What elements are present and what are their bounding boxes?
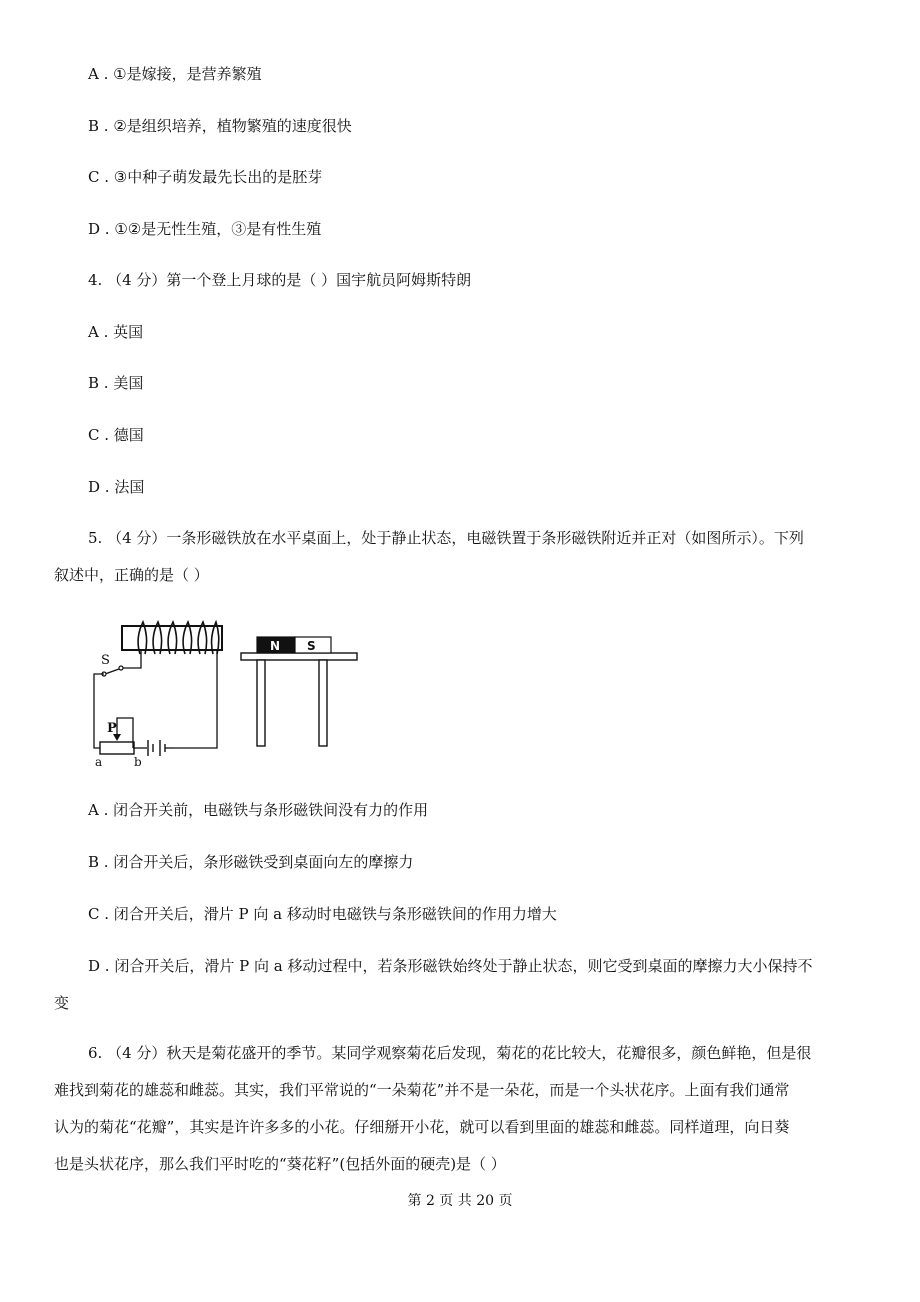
q6-stem-line2: 难找到菊花的雄蕊和雌蕊。其实，我们平常说的“一朵菊花”并不是一朵花，而是一个头状花序。上面有我们通常 (54, 1081, 790, 1099)
q6-stem-line1: 6. （4 分）秋天是菊花盛开的季节。某同学观察菊花后发现，菊花的花比较大，花瓣很多，颜色鲜艳，但是很 (88, 1044, 812, 1062)
rheostat (100, 742, 134, 754)
end-a-label: a (95, 755, 103, 769)
q4-option-c: C . 德国 (88, 426, 144, 444)
pole-s-label: S (307, 639, 316, 653)
q4-option-d: D . 法国 (88, 478, 145, 496)
battery (148, 740, 165, 756)
q5-option-d: D . 闭合开关后，滑片 P 向 a 移动过程中，若条形磁铁始终处于静止状态，则它受到桌面的摩擦力大小保持不 (88, 957, 813, 975)
q6-stem-line3: 认为的菊花“花瓣”，其实是许许多多的小花。仔细掰开小花，就可以看到里面的雄蕊和雌蕊。同样道理，向日葵 (54, 1118, 790, 1136)
q4-option-b: B . 美国 (88, 374, 144, 392)
q3-option-b: B . ②是组织培养，植物繁殖的速度很快 (88, 117, 352, 135)
electromagnet-figure (85, 616, 365, 772)
pole-n-label: N (270, 639, 281, 653)
q5-option-a: A . 闭合开关前，电磁铁与条形磁铁间没有力的作用 (88, 801, 429, 819)
slider-label: P (107, 721, 117, 736)
table-leg-left (257, 660, 265, 746)
q4-stem: 4. （4 分）第一个登上月球的是（ ）国宇航员阿姆斯特朗 (88, 271, 472, 289)
q3-option-a: A . ①是嫁接，是营养繁殖 (88, 65, 262, 83)
q5-stem-line2: 叙述中，正确的是（ ） (54, 566, 209, 584)
table-leg-right (319, 660, 327, 746)
q5-option-d-continued: 变 (54, 994, 70, 1012)
switch-label: S (101, 653, 110, 668)
q5-stem-line1: 5. （4 分）一条形磁铁放在水平桌面上，处于静止状态，电磁铁置于条形磁铁附近并正对（如图所示）。下列 (88, 529, 804, 547)
table-top (241, 653, 357, 660)
q4-option-a: A . 英国 (88, 323, 144, 341)
q5-option-c: C . 闭合开关后，滑片 P 向 a 移动时电磁铁与条形磁铁间的作用力增大 (88, 905, 557, 923)
q3-option-d: D . ①②是无性生殖，③是有性生殖 (88, 220, 322, 238)
q6-stem-line4: 也是头状花序，那么我们平时吃的“葵花籽”(包括外面的硬壳)是（ ） (54, 1155, 506, 1173)
q5-option-b: B . 闭合开关后，条形磁铁受到桌面向左的摩擦力 (88, 853, 414, 871)
end-b-label: b (134, 755, 142, 769)
page-footer: 第 2 页 共 20 页 (407, 1193, 513, 1209)
q3-option-c: C . ③中种子萌发最先长出的是胚芽 (88, 168, 323, 186)
